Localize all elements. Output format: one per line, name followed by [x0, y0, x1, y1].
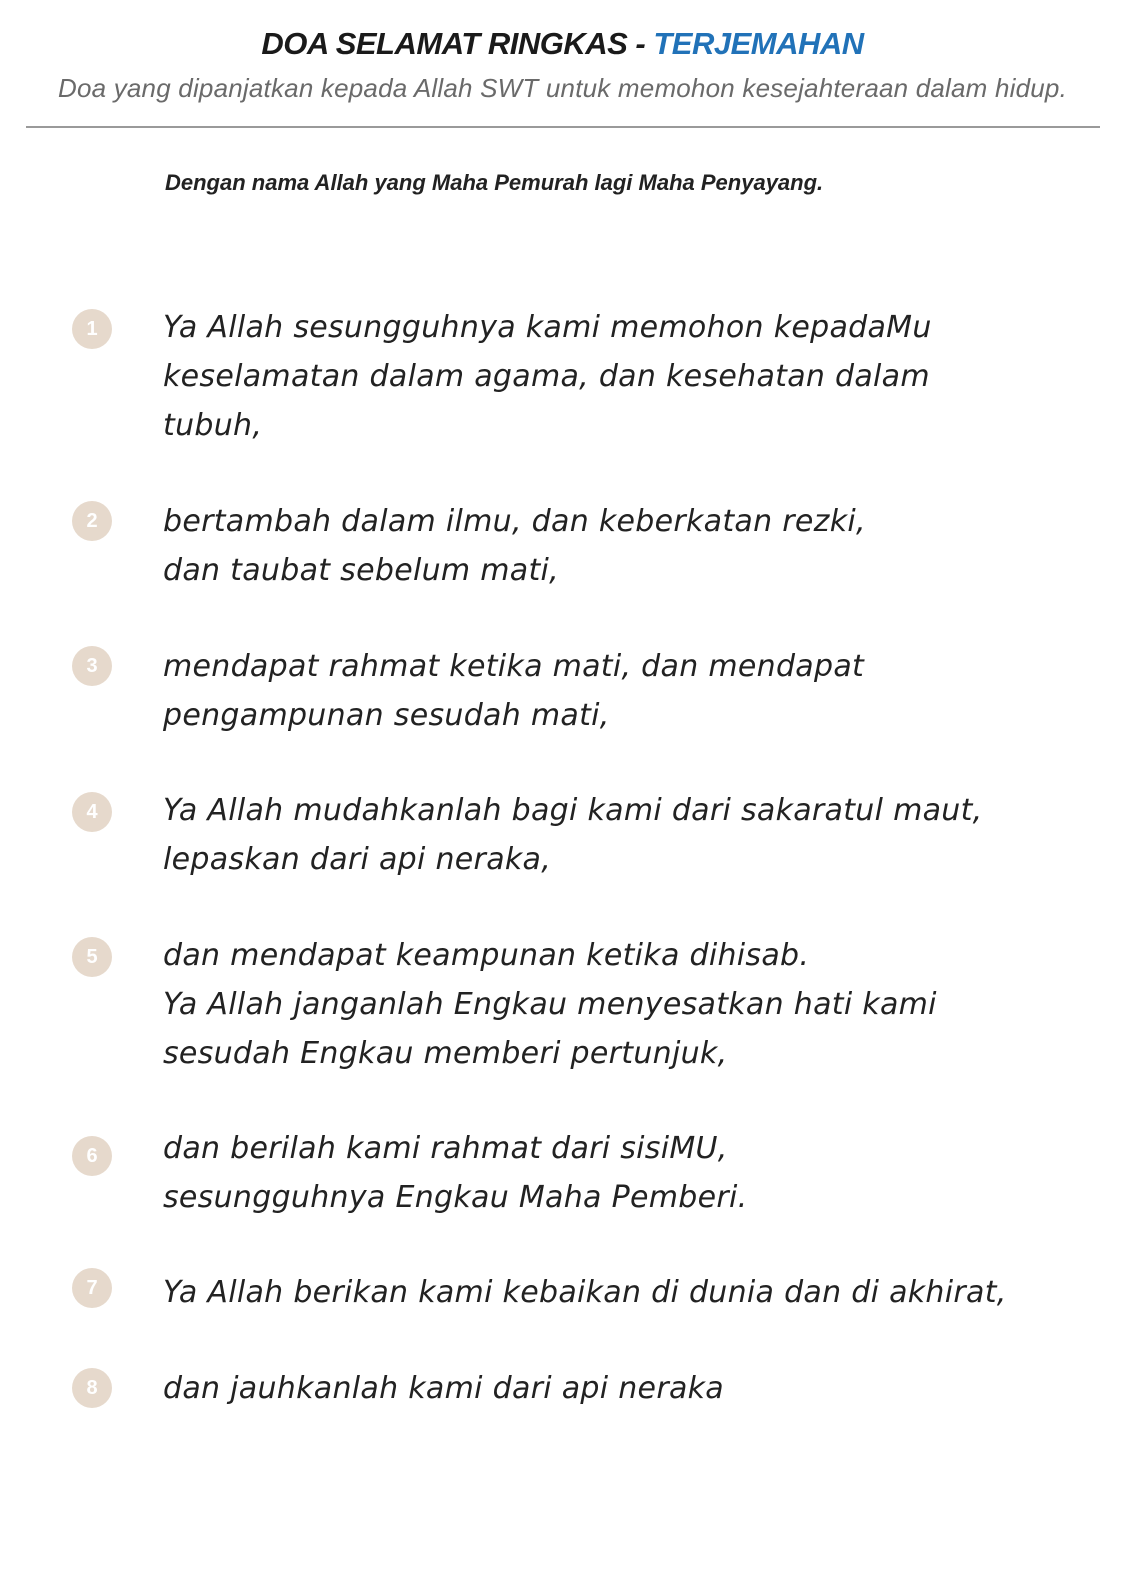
text-line: tubuh,	[163, 408, 263, 443]
item-text	[163, 1364, 724, 1413]
text-line: mendapat rahmat ketika mati, dan mendapat	[163, 649, 865, 684]
item-text	[163, 1268, 1007, 1317]
item-text	[163, 931, 937, 1078]
opening-line: Dengan nama Allah yang Maha Pemurah lagi Maha Penyayang.	[165, 170, 824, 195]
title-main: DOA SELAMAT RINGKAS -	[261, 26, 654, 61]
text-line: dan berilah kami rahmat dari sisiMU,	[163, 1131, 728, 1166]
text-line: Ya Allah berikan kami kebaikan di dunia dan di akhirat,	[163, 1275, 1007, 1310]
text-line: dan jauhkanlah kami dari api neraka	[163, 1371, 724, 1406]
text-line: dan mendapat keampunan ketika dihisab.	[163, 938, 810, 973]
text-line: Ya Allah sesungguhnya kami memohon kepadaMu	[163, 310, 932, 345]
text-line: sesudah Engkau memberi pertunjuk,	[163, 1036, 728, 1071]
number-badge: 2	[72, 501, 112, 541]
number-badge: 4	[72, 792, 112, 832]
item-text	[163, 1124, 747, 1222]
number-badge: 8	[72, 1368, 112, 1408]
text-line: sesungguhnya Engkau Maha Pemberi.	[163, 1180, 748, 1215]
item-text	[163, 303, 932, 450]
text-line: bertambah dalam ilmu, dan keberkatan rezki,	[163, 504, 866, 539]
divider	[26, 126, 1100, 128]
text-line: pengampunan sesudah mati,	[163, 698, 610, 733]
number-badge: 5	[72, 937, 112, 977]
number-badge: 3	[72, 646, 112, 686]
number-badge: 1	[72, 309, 112, 349]
title-accent: TERJEMAHAN	[653, 26, 864, 61]
text-line: Ya Allah janganlah Engkau menyesatkan hati kami	[163, 987, 937, 1022]
page-subtitle: Doa yang dipanjatkan kepada Allah SWT untuk memohon kesejahteraan dalam hidup.	[57, 73, 1068, 103]
text-line: lepaskan dari api neraka,	[163, 842, 552, 877]
item-text	[163, 497, 866, 595]
text-line: Ya Allah mudahkanlah bagi kami dari sakaratul maut,	[163, 793, 983, 828]
item-text	[163, 786, 983, 884]
text-line: keselamatan dalam agama, dan kesehatan dalam	[163, 359, 930, 394]
item-text	[163, 642, 864, 740]
page-title	[0, 26, 1125, 62]
number-badge: 6	[72, 1136, 112, 1176]
number-badge: 7	[72, 1268, 112, 1308]
text-line: dan taubat sebelum mati,	[163, 553, 559, 588]
